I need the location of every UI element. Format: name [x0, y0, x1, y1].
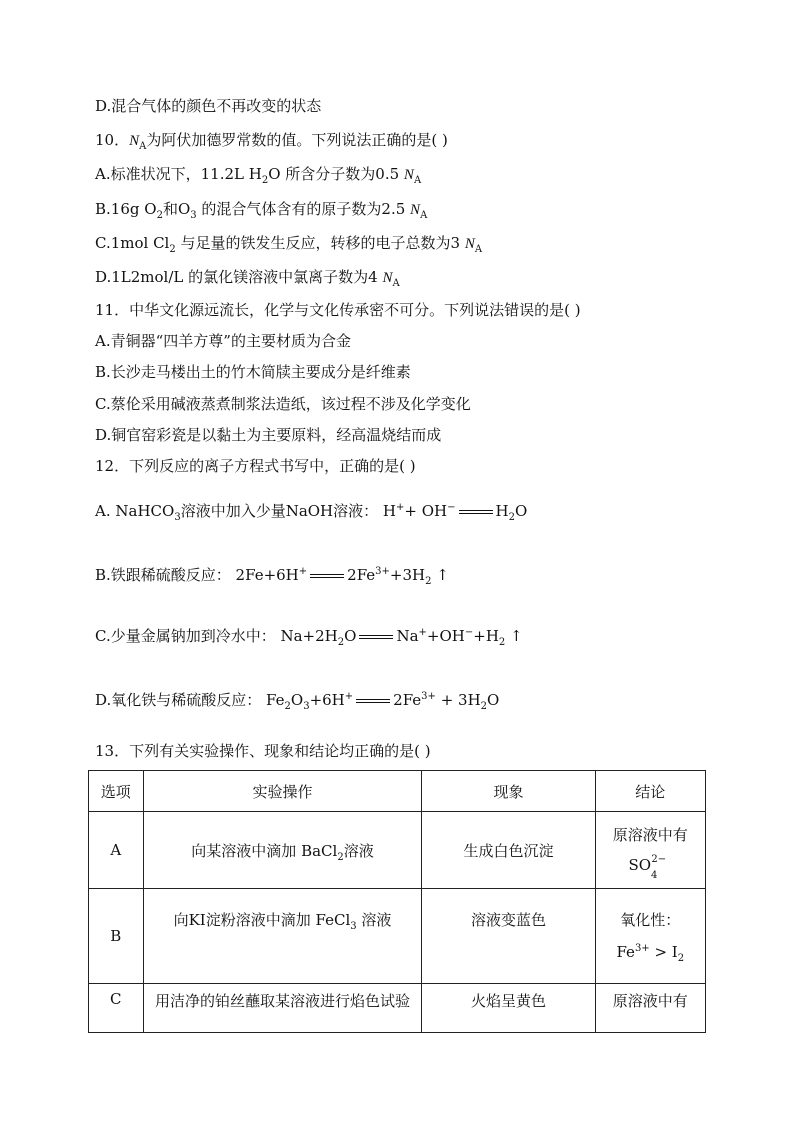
cell-operation: 向某溶液中滴加 BaCl$_2$溶液: [143, 812, 422, 889]
cell-phenomenon: 火焰呈黄色: [422, 984, 595, 1033]
cell-option: B: [89, 889, 144, 984]
cell-option: A: [89, 812, 144, 889]
q10-option-d: D.1L2mol/L 的氯化镁溶液中氯离子数为4 $N_A$: [95, 268, 400, 289]
cell-conclusion: 原溶液中有 $SO_4^{2-}$: [595, 812, 705, 889]
q11-option-d: D.铜官窑彩瓷是以黏土为主要原料，经高温烧结而成: [95, 426, 442, 444]
table-header-row: [89, 771, 706, 812]
cell-conclusion: 氧化性： $Fe^{3+} > I_2$: [595, 889, 705, 984]
cell-phenomenon: 溶液变蓝色: [422, 889, 595, 984]
header-operation: 实验操作: [143, 771, 422, 812]
header-phenomenon: 现象: [422, 771, 595, 812]
q11-option-b: B.长沙走马楼出土的竹木简牍主要成分是纤维素: [95, 363, 411, 381]
q12-option-d: D.氧化铁与稀硫酸反应： $Fe_2O_3+6H^+$ $2Fe^{3+} + 3H_2O$: [95, 691, 500, 712]
q11-stem: 11．中华文化源远流长，化学与文化传承密不可分。下列说法错误的是( ): [95, 301, 581, 319]
q10-option-b: B.16g $O_2$和$O_3$ 的混合气体含有的原子数为2.5 $N_A$: [95, 200, 428, 221]
experiment-table: [88, 770, 706, 1033]
table-row: [89, 812, 706, 889]
q12-option-a: A. NaHCO$_3$溶液中加入少量NaOH溶液： H++ OH− $H_2O$: [95, 502, 528, 523]
q12-option-b: B.铁跟稀硫酸反应： 2Fe+6H+ $2Fe^{3+}+3H_2$ ↑: [95, 566, 449, 587]
table-row: [89, 984, 706, 1033]
q9-option-d: D.混合气体的颜色不再改变的状态: [95, 97, 322, 115]
cell-conclusion: 原溶液中有: [595, 984, 705, 1033]
cell-operation: 向KI淀粉溶液中滴加 FeCl$_3$ 溶液: [143, 889, 422, 984]
cell-phenomenon: 生成白色沉淀: [422, 812, 595, 889]
q12-stem: 12．下列反应的离子方程式书写中，正确的是( ): [95, 457, 416, 475]
q10-option-a: A.标准状况下，11.2L $H_2O$ 所含分子数为0.5 $N_A$: [95, 165, 422, 186]
header-conclusion: 结论: [595, 771, 705, 812]
q13-stem: 13．下列有关实验操作、现象和结论均正确的是( ): [95, 742, 431, 760]
q10-stem: 10．$N_A$为阿伏加德罗常数的值。下列说法正确的是( ): [95, 131, 448, 152]
q11-option-a: A.青铜器“四羊方尊”的主要材质为合金: [95, 332, 351, 350]
table-row: [89, 889, 706, 984]
q10-option-c: C.1mol $Cl_2$ 与足量的铁发生反应，转移的电子总数为3 $N_A$: [95, 234, 483, 255]
header-option: 选项: [89, 771, 144, 812]
cell-operation: 用洁净的铂丝蘸取某溶液进行焰色试验: [143, 984, 422, 1033]
q12-option-c: C.少量金属钠加到冷水中： $Na+2H_2O$ $Na^++OH^-+H_2$ ↑: [95, 627, 523, 648]
cell-option: C: [89, 984, 144, 1033]
q11-option-c: C.蔡伦采用碱液蒸煮制浆法造纸，该过程不涉及化学变化: [95, 395, 471, 413]
